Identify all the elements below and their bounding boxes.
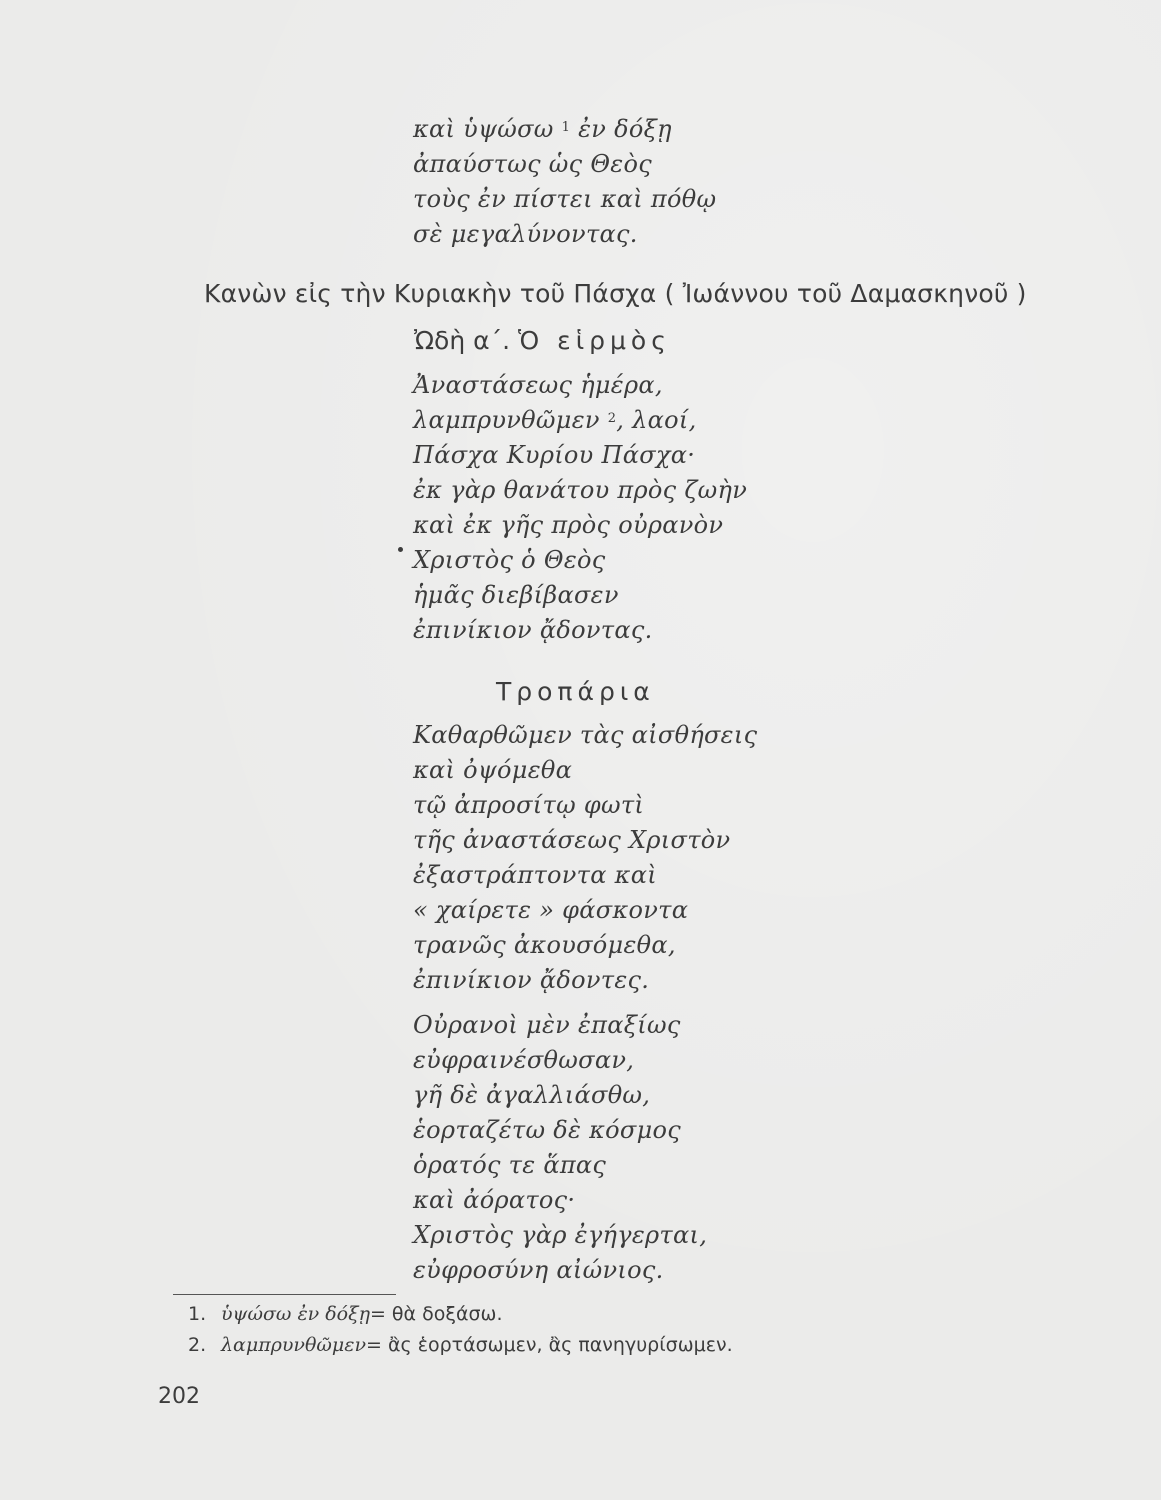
footnote-term: ὑψώσω ἐν δόξῃ	[221, 1303, 370, 1325]
verse-line: γῆ δὲ ἀγαλλιάσθω,	[413, 1081, 651, 1109]
verse-line: « χαίρετε » φάσκοντα	[413, 896, 689, 924]
verse-line: Καθαρθῶμεν τὰς αἰσθήσεις	[413, 721, 758, 749]
verse-line: καὶ ἀόρατος·	[413, 1186, 576, 1214]
verse-line: τρανῶς ἀκουσόμεθα,	[413, 931, 676, 959]
canon-title: Κανὼν εἰς τὴν Κυριακὴν τοῦ Πάσχα ( Ἰωάννου τοῦ Δαμασκηνοῦ )	[204, 279, 1027, 308]
page-number: 202	[158, 1384, 200, 1409]
verse-line: Οὐρανοὶ μὲν ἐπαξίως	[413, 1011, 681, 1039]
verse-line: τοὺς ἐν πίστει καὶ πόθῳ	[413, 185, 717, 213]
heirmos-stanza	[413, 368, 747, 648]
verse-line	[413, 112, 716, 147]
opening-stanza	[413, 112, 716, 252]
verse-line: ἐπινίκιον ᾄδοντας.	[413, 616, 653, 644]
verse-line: ἐπινίκιον ᾄδοντες.	[413, 966, 650, 994]
footnote-1	[188, 1303, 502, 1325]
verse-text: λαμπρυνθῶμεν	[413, 406, 600, 434]
troparion-2	[413, 1008, 707, 1288]
footnote-gloss: = θὰ δοξάσω.	[369, 1303, 503, 1325]
footnote-number: 1.	[188, 1303, 207, 1325]
footnote-divider	[173, 1294, 396, 1295]
verse-line: εὐφραινέσθωσαν,	[413, 1046, 635, 1074]
margin-dot	[398, 547, 403, 552]
verse-line: ὁρατός τε ἅπας	[413, 1151, 607, 1179]
troparion-1	[413, 718, 757, 998]
troparia-heading: Τροπάρια	[496, 677, 655, 706]
verse-text: , λαοί,	[616, 406, 697, 434]
footnote-2	[188, 1334, 733, 1356]
ode-heading	[414, 326, 671, 355]
verse-line: Πάσχα Κυρίου Πάσχα·	[413, 441, 696, 469]
ode-label: Ὠδὴ α΄.	[414, 326, 511, 355]
verse-line: ἡμᾶς διεβίβασεν	[413, 581, 619, 609]
verse-line: καὶ ἐκ γῆς πρὸς οὐρανὸν	[413, 511, 724, 539]
verse-line: σὲ μεγαλύνοντας.	[413, 220, 638, 248]
verse-text: ἐν δόξῃ	[578, 115, 672, 143]
footnote-term: λαμπρυνθῶμεν	[221, 1334, 367, 1356]
footnote-ref: 2	[607, 411, 617, 426]
verse-line: Χριστὸς ὁ Θεὸς	[413, 546, 606, 574]
footnote-number: 2.	[188, 1334, 207, 1356]
verse-line: τῷ ἀπροσίτῳ φωτὶ	[413, 791, 645, 819]
verse-line: ἑορταζέτω δὲ κόσμος	[413, 1116, 682, 1144]
verse-line	[413, 403, 747, 438]
verse-line: ἀπαύστως ὡς Θεὸς	[413, 150, 652, 178]
verse-line: καὶ ὀψόμεθα	[413, 756, 573, 784]
verse-line: Χριστὸς γὰρ ἐγήγερται,	[413, 1221, 708, 1249]
footnote-ref: 1	[561, 120, 571, 135]
heirmos-label: Ὁ εἱρμὸς	[518, 326, 671, 355]
verse-line: ἐξαστράπτοντα καὶ	[413, 861, 657, 889]
verse-text: καὶ ὑψώσω	[413, 115, 554, 143]
verse-line: ἐκ γὰρ θανάτου πρὸς ζωὴν	[413, 476, 748, 504]
verse-line: Ἀναστάσεως ἡμέρα,	[413, 371, 663, 399]
verse-line: τῆς ἀναστάσεως Χριστὸν	[413, 826, 731, 854]
verse-line: εὐφροσύνη αἰώνιος.	[413, 1256, 664, 1284]
footnote-gloss: = ἂς ἑορτάσωμεν, ἂς πανηγυρίσωμεν.	[366, 1334, 733, 1356]
